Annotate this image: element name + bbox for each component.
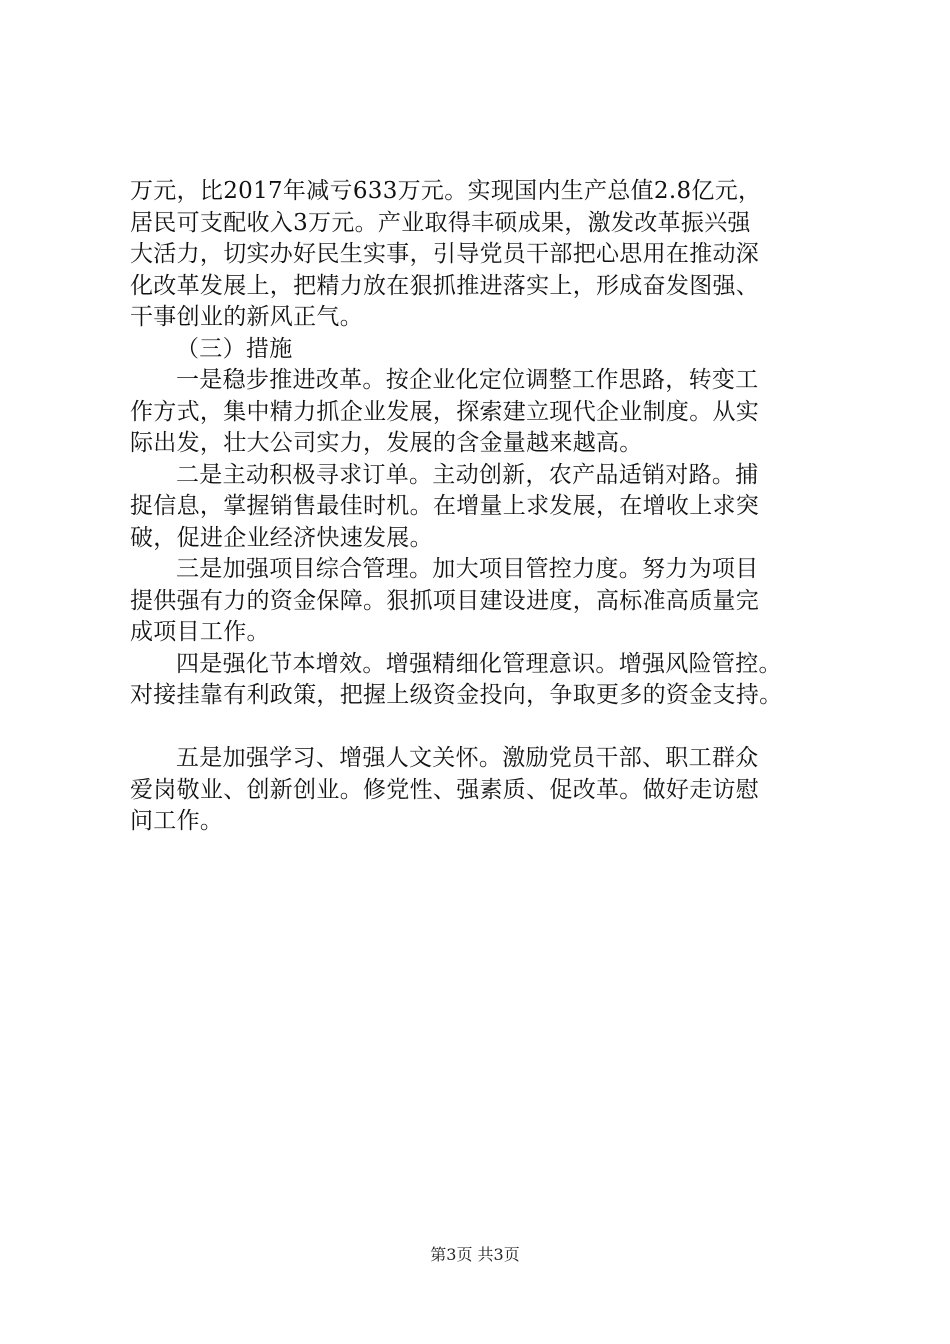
paragraph-line: 居民可支配收入3万元。产业取得丰硕成果，激发改革振兴强 (130, 209, 751, 236)
paragraph-line: 对接挂靠有利政策，把握上级资金投向，争取更多的资金支持。 (130, 682, 783, 708)
paragraph-line: 提供强有力的资金保障。狠抓项目建设进度，高标准高质量完 (130, 587, 760, 614)
paragraph-line: 干事创业的新风正气。 (130, 304, 363, 330)
paragraph-line: 万元，比2017年减亏633万元。实现国内生产总值2.8亿元， (130, 178, 762, 204)
paragraph-gap (130, 712, 830, 744)
paragraph-line: 破，促进企业经济快速发展。 (130, 524, 433, 551)
paragraph-line: 三是加强项目综合管理。加大项目管控力度。努力为项目 (176, 556, 759, 582)
page-number-footer: 第3页 共3页 (430, 1245, 520, 1264)
paragraph-line: 五是加强学习、增强人文关怀。激励党员干部、职工群众 (176, 745, 759, 771)
paragraph-line: 际出发，壮大公司实力，发展的含金量越来越高。 (130, 430, 643, 456)
paragraph-line: 成项目工作。 (130, 619, 270, 645)
paragraph-line: 爱岗敬业、创新创业。修党性、强素质、促改革。做好走访慰 (130, 776, 760, 803)
paragraph-line: 化改革发展上，把精力放在狠抓推进落实上，形成奋发图强、 (130, 272, 760, 299)
section-heading: （三）措施 (176, 335, 293, 362)
paragraph-line: 一是稳步推进改革。按企业化定位调整工作思路，转变工 (176, 367, 759, 393)
paragraph-line: 大活力，切实办好民生实事，引导党员干部把心思用在推动深 (130, 241, 760, 267)
paragraph-line: 作方式，集中精力抓企业发展，探索建立现代企业制度。从实 (130, 398, 760, 425)
paragraph-line: 四是强化节本增效。增强精细化管理意识。增强风险管控。 (176, 650, 782, 677)
document-body (130, 176, 830, 838)
paragraph-line: 捉信息，掌握销售最佳时机。在增量上求发展，在增收上求突 (130, 493, 760, 519)
paragraph-line: 二是主动积极寻求订单。主动创新，农产品适销对路。捕 (176, 461, 759, 488)
paragraph-line: 问工作。 (130, 808, 224, 834)
